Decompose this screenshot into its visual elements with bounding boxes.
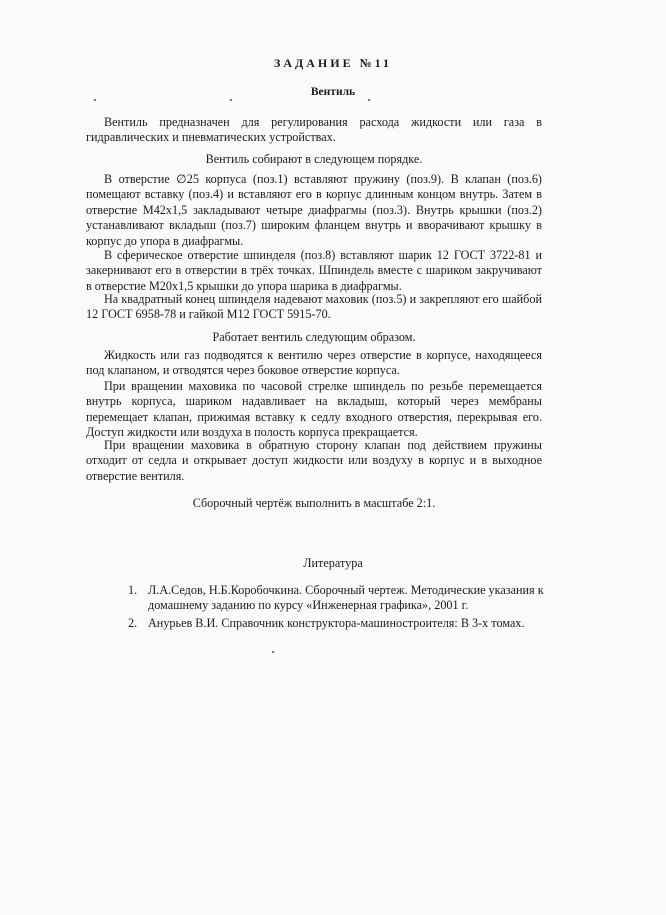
operation-heading: Работает вентиль следующим образом. [212,330,416,344]
literature-item-text: Л.А.Седов, Н.Б.Коробочкина. Сборочный чертеж. Методические указания к домашнему заданию по курсу «Инженерная графика», 2001 г. [148,583,544,613]
assembly-paragraph-3: На квадратный конец шпинделя надевают маховик (поз.5) и закрепляют его шайбой 12 ГОСТ 6958-78 и гайкой М12 ГОСТ 5915-70. [86,292,542,322]
scan-speck [272,651,274,653]
literature-heading: Литература [303,556,363,570]
page-subtitle: Вентиль [310,86,356,98]
literature-item-number: 1. [128,583,138,597]
page-title: ЗАДАНИЕ №11 [274,56,392,70]
literature-item-text: Анурьев В.И. Справочник конструктора-машиностроителя: В 3-х томах. [148,615,525,630]
scan-speck [230,99,232,101]
literature-item [122,616,562,631]
scan-speck [94,99,96,101]
literature-item [122,583,562,614]
intro-paragraph: Вентиль предназначен для регулирования расхода жидкости или газа в гидравлических и пневматических устройствах. [86,115,542,145]
literature-list [122,583,562,633]
operation-paragraph-1: Жидкость или газ подводятся к вентилю через отверстие в корпусе, находящееся под клапаном, и отводятся через боковое отверстие корпуса. [86,348,542,378]
assembly-paragraph-2: В сферическое отверстие шпинделя (поз.8) вставляют шарик 12 ГОСТ 3722-81 и закернивают его в отверстии в трёх точках. Шпиндель вместе с шариком закручивают в отверстие М20х1,5 крышки до упора шарика в диафрагмы. [86,248,542,293]
scan-speck [368,99,370,101]
scale-note: Сборочный чертёж выполнить в масштабе 2:1. [192,496,436,510]
literature-item-number: 2. [128,615,138,630]
operation-paragraph-3: При вращении маховика в обратную сторону клапан под действием пружины отходит от седла и открывает доступ жидкости или воздуху в корпус и в выходное отверстие вентиля. [86,438,542,483]
operation-paragraph-2: При вращении маховика по часовой стрелке шпиндель по резьбе перемещается внутрь корпуса, шариком надавливает на вкладыш, который через мембраны перемещает клапан, прижимая вставку к седлу входного отверстия, перекрывая его. Доступ жидкости или воздуха в полость корпуса прекращается. [86,379,542,440]
assembly-paragraph-1: В отверстие ∅25 корпуса (поз.1) вставляют пружину (поз.9). В клапан (поз.6) помещают вставку (поз.4) и вставляют его в корпус длинным концом внутрь. Затем в отверстие М42х1,5 закладывают четыре диафрагмы (поз.3). Внутрь крышки (поз.2) устанавливают вкладыш (поз.7) широким фланцем внутрь и вворачивают крышку в корпус до упора в диафрагмы. [86,172,542,248]
assembly-heading: Вентиль собирают в следующем порядке. [205,152,423,166]
